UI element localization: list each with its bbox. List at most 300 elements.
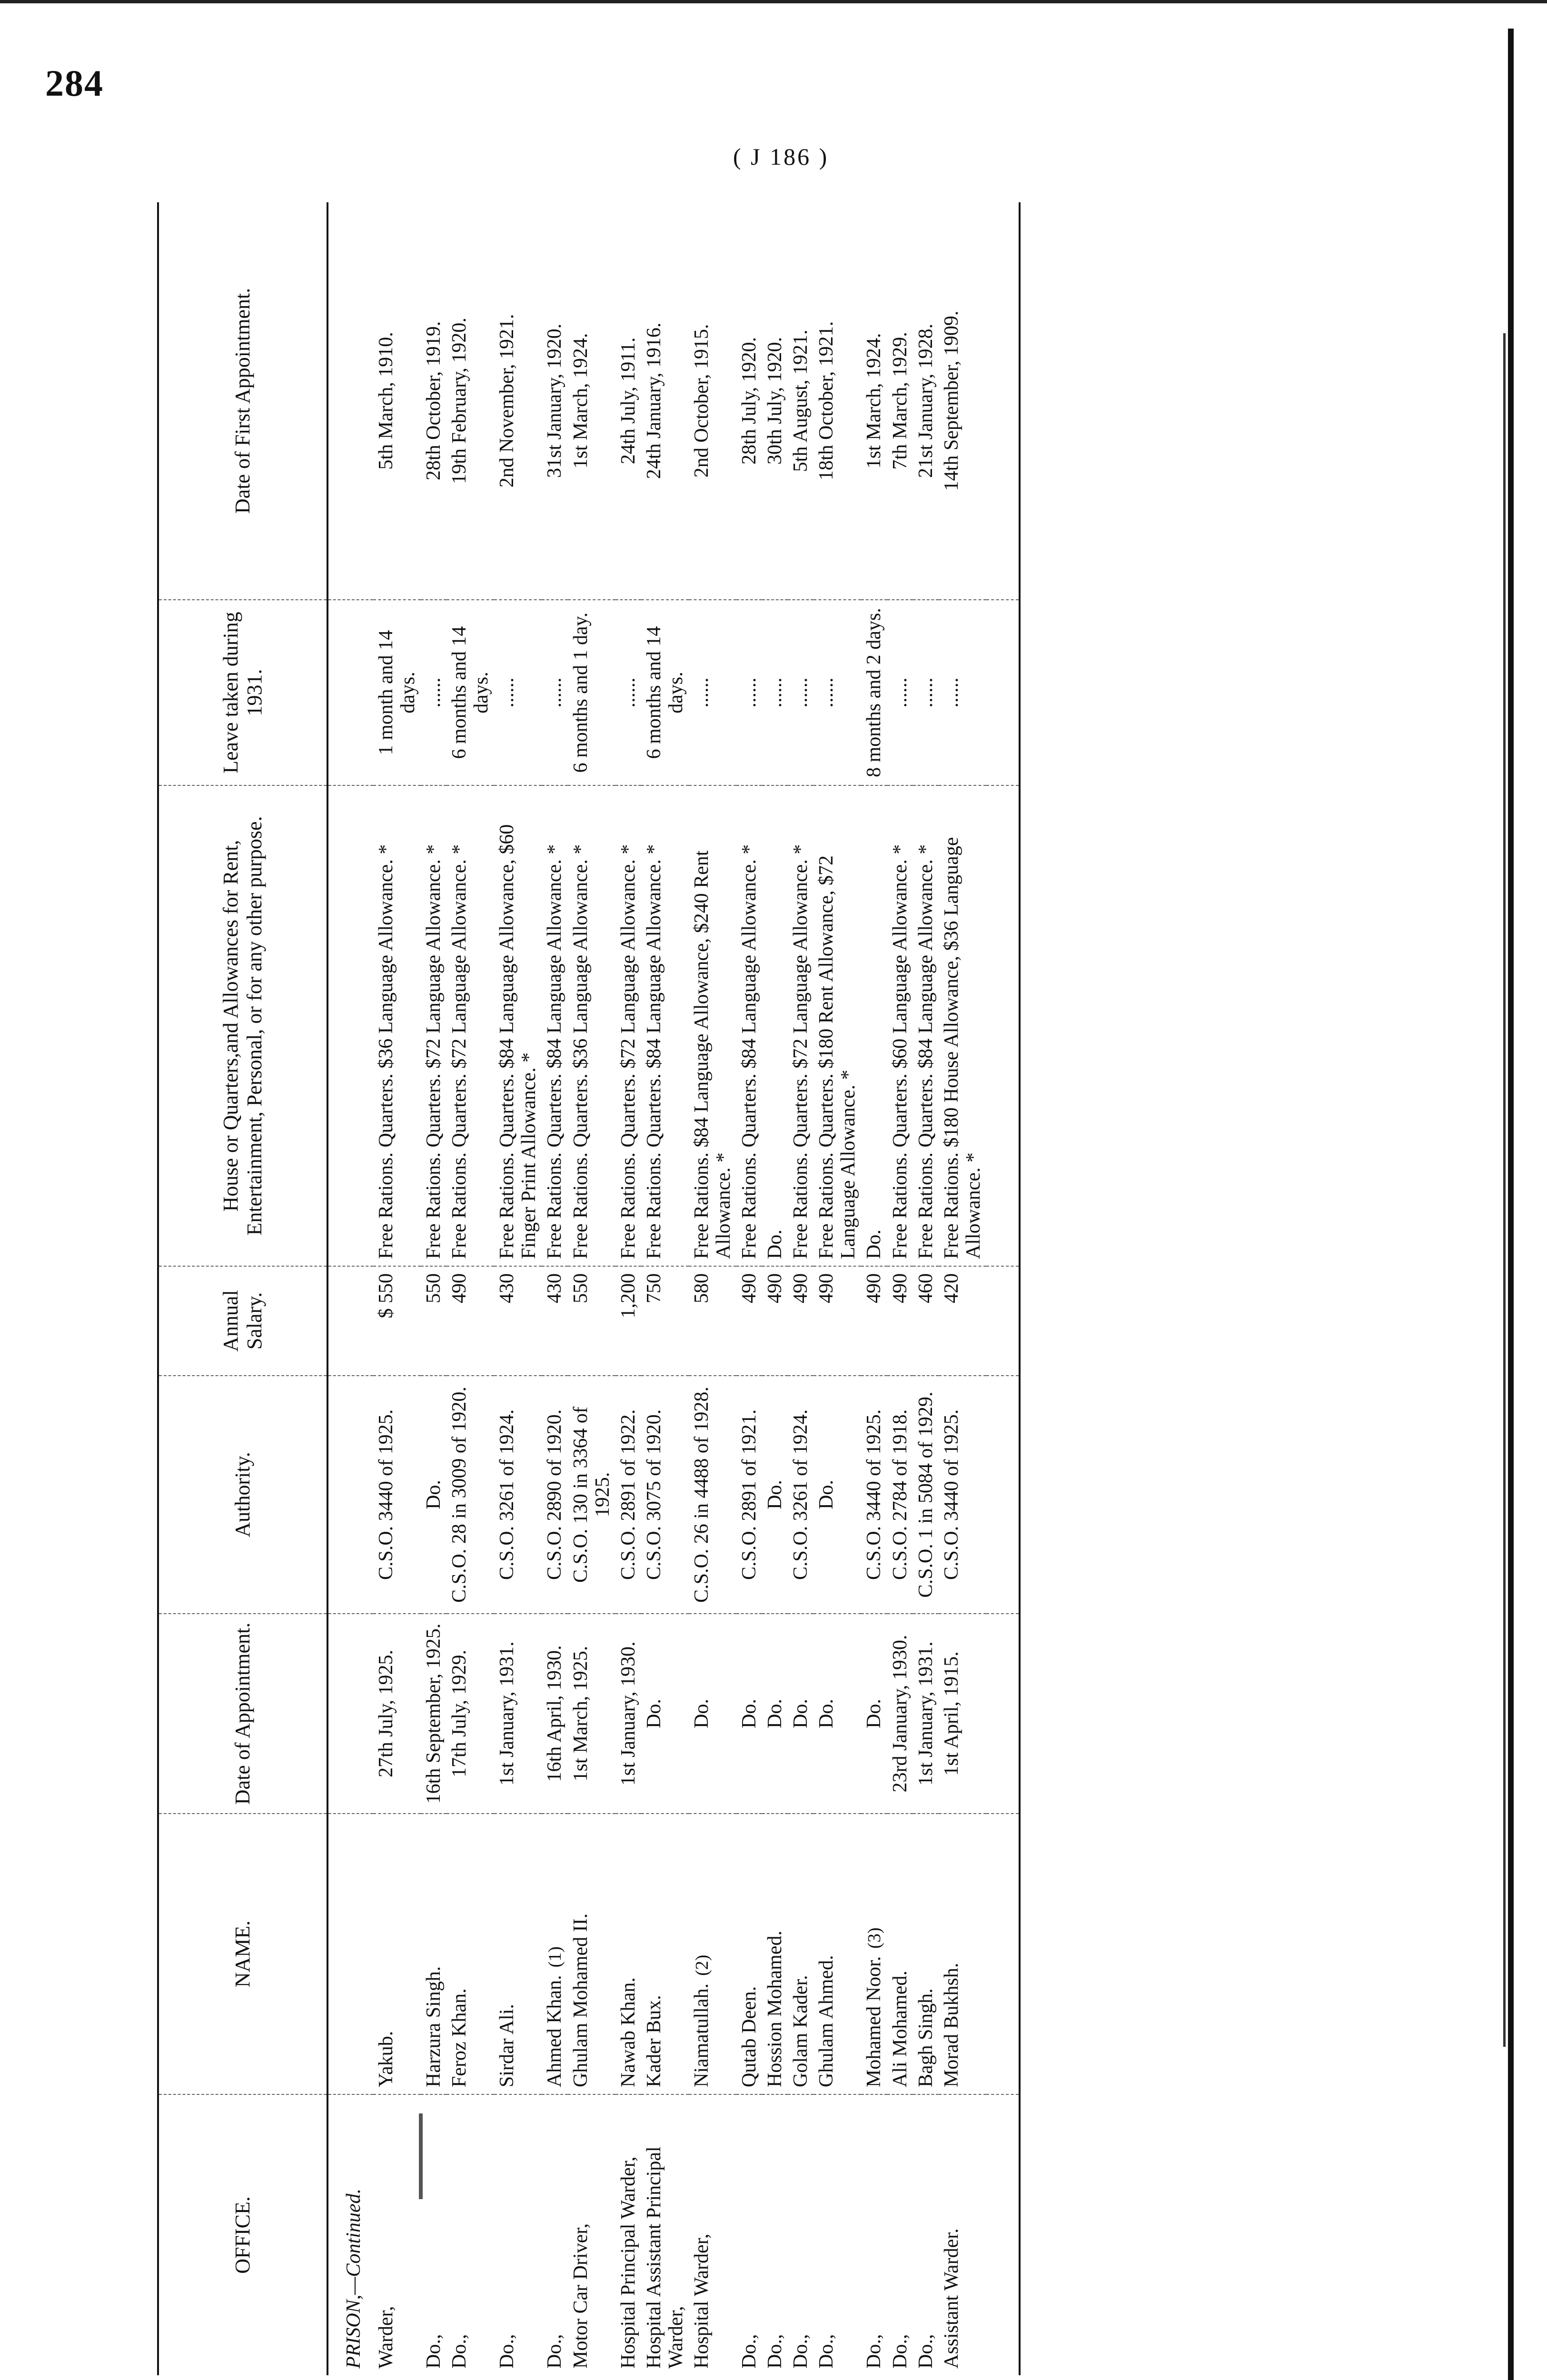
cell-date	[762, 1614, 788, 1814]
cell-office	[494, 2094, 542, 2375]
cell-first-appointment-text: 18th October, 1921.	[815, 321, 837, 481]
cell-allowances-text: Do.	[764, 1230, 786, 1259]
cell-name-text: Hossion Mohamed.	[764, 1931, 786, 2087]
cell-salary-text: 550	[423, 1273, 445, 1303]
cell-authority-text: C.S.O. 2784 of 1918.	[889, 1409, 911, 1580]
table-row	[373, 202, 421, 2375]
cell-leave-text: ......	[764, 677, 786, 708]
cell-date-text: 1st January, 1931.	[496, 1641, 518, 1786]
cell-name	[736, 1814, 762, 2094]
cell-first-appointment	[494, 202, 542, 600]
cell-leave-text: ......	[815, 677, 837, 708]
cell-leave-text: ......	[496, 677, 518, 708]
cell-name-text: Yakub.	[375, 2031, 397, 2087]
cell-leave	[542, 600, 568, 785]
cell-authority	[615, 1376, 641, 1614]
cell-first-appointment	[939, 202, 986, 600]
cell-allowances	[939, 785, 986, 1266]
cell-date	[813, 1614, 861, 1814]
header-authority: Authority.	[158, 1376, 327, 1614]
cell-date	[446, 1614, 494, 1814]
cell-allowances	[762, 785, 788, 1266]
cell-name	[641, 1814, 689, 2094]
cell-authority-text: Do.	[815, 1480, 837, 1509]
cell-first-appointment	[421, 202, 446, 600]
cell-allowances	[494, 785, 542, 1266]
cell-office	[641, 2094, 689, 2375]
cell-salary	[494, 1266, 542, 1376]
cell-name	[813, 1814, 861, 2094]
header-allowances: House or Quarters,and Allowances for Rent, Entertainment, Personal, or for any other purpose.	[158, 785, 327, 1266]
cell-date-text: 16th September, 1925.	[423, 1623, 445, 1804]
table-row	[689, 202, 736, 2375]
cell-office	[373, 2094, 421, 2375]
cell-salary-text: 490	[889, 1273, 911, 1303]
cell-name-text: Ali Mohamed.	[889, 1971, 911, 2087]
cell-first-appointment-text: 31st January, 1920.	[544, 324, 565, 478]
cell-first-appointment	[373, 202, 421, 600]
cell-name	[913, 1814, 939, 2094]
cell-leave	[568, 600, 615, 785]
cell-date-text: 23rd January, 1930.	[889, 1635, 911, 1793]
top-rule	[0, 0, 1547, 3]
cell-authority	[887, 1376, 913, 1614]
cell-salary-text: $ 550	[375, 1273, 397, 1319]
footnote-marker: (1)	[545, 1946, 565, 1968]
cell-first-appointment	[446, 202, 494, 600]
cell-first-appointment	[762, 202, 788, 600]
cell-salary-text: 420	[941, 1273, 962, 1303]
cell-authority-text: C.S.O. 3075 of 1920.	[643, 1409, 665, 1580]
cell-date	[788, 1614, 813, 1814]
cell-leave-text: ......	[617, 677, 639, 708]
cell-authority-text: C.S.O. 2891 of 1921.	[738, 1409, 760, 1580]
cell-allowances	[641, 785, 689, 1266]
cell-leave	[913, 600, 939, 785]
cell-salary-text: 550	[570, 1273, 592, 1303]
cell-office-text: Hospital Principal Warder,	[617, 2156, 639, 2369]
register-table-rotated	[157, 202, 1423, 2375]
cell-authority	[861, 1376, 887, 1614]
cell-authority	[641, 1376, 689, 1614]
cell-date	[913, 1614, 939, 1814]
cell-authority-text: C.S.O. 3440 of 1925.	[941, 1409, 962, 1580]
cell-date-text: Do.	[764, 1699, 786, 1728]
cell-leave	[494, 600, 542, 785]
cell-allowances	[615, 785, 641, 1266]
table-row	[421, 202, 446, 2375]
table-row	[568, 202, 615, 2375]
cell-leave-text: ......	[889, 677, 911, 708]
cell-first-appointment	[641, 202, 689, 600]
cell-name-text: Ahmed Khan.	[544, 1975, 565, 2087]
cell-office-text: Warder,	[375, 2306, 397, 2369]
cell-name	[615, 1814, 641, 2094]
cell-allowances	[568, 785, 615, 1266]
cell-allowances-text: Free Rations. Quarters. $84 Language Allowance. *	[738, 844, 760, 1259]
cell-authority	[762, 1376, 788, 1614]
cell-date-text: 16th April, 1930.	[544, 1645, 565, 1782]
cell-first-appointment-text: 19th February, 1920.	[448, 317, 470, 484]
cell-office	[813, 2094, 861, 2375]
cell-date	[373, 1614, 421, 1814]
cell-date	[736, 1614, 762, 1814]
cell-allowances-text: Free Rations. Quarters. $84 Language Allowance. *	[544, 844, 565, 1259]
cell-leave	[421, 600, 446, 785]
cell-leave	[762, 600, 788, 785]
cell-date-text: Do.	[691, 1699, 713, 1728]
cell-first-appointment-text: 28th October, 1919.	[423, 321, 445, 481]
table-row	[939, 202, 986, 2375]
cell-date	[887, 1614, 913, 1814]
cell-first-appointment-text: 30th July, 1920.	[764, 337, 786, 465]
cell-name-text: Harzura Singh.	[423, 1966, 445, 2087]
cell-authority-text: C.S.O. 3261 of 1924.	[790, 1409, 812, 1580]
cell-first-appointment	[615, 202, 641, 600]
cell-allowances-text: Free Rations. Quarters. $84 Language Allowance. *	[643, 844, 665, 1259]
cell-office-text: Do.,	[448, 2334, 470, 2369]
cell-office	[939, 2094, 986, 2375]
cell-leave-text: ......	[738, 677, 760, 708]
cell-leave-text: ......	[941, 677, 962, 708]
cell-salary-text: 490	[863, 1273, 885, 1303]
cell-date-text: 17th July, 1929.	[448, 1650, 470, 1777]
header-leave: Leave taken during 1931.	[158, 600, 327, 785]
cell-office	[615, 2094, 641, 2375]
cell-date-text: Do.	[790, 1699, 812, 1728]
cell-office	[446, 2094, 494, 2375]
cell-salary	[615, 1266, 641, 1376]
cell-date	[641, 1614, 689, 1814]
cell-authority	[542, 1376, 568, 1614]
cell-name-text: Ghulam Mohamed II.	[570, 1913, 592, 2087]
cell-office	[542, 2094, 568, 2375]
cell-authority	[689, 1376, 736, 1614]
cell-first-appointment	[542, 202, 568, 600]
cell-office-text: Hospital Assistant Principal Warder,	[643, 2146, 687, 2369]
cell-first-appointment-text: 7th March, 1929.	[889, 332, 911, 470]
cell-allowances-text: Free Rations. Quarters. $180 Rent Allowance, $72 Language Allowance. *	[815, 855, 859, 1259]
cell-authority-text: C.S.O. 3440 of 1925.	[863, 1409, 885, 1580]
cell-salary	[887, 1266, 913, 1376]
cell-name-text: Qutab Deen.	[738, 1986, 760, 2087]
table-row	[788, 202, 813, 2375]
cell-authority-text: C.S.O. 130 in 3364 of 1925.	[570, 1407, 614, 1583]
table-row	[887, 202, 913, 2375]
cell-salary	[446, 1266, 494, 1376]
cell-authority	[913, 1376, 939, 1614]
table-row	[494, 202, 542, 2375]
cell-authority	[813, 1376, 861, 1614]
cell-allowances-text: Free Rations. $180 House Allowance, $36 Language Allowance. *	[941, 837, 984, 1259]
cell-leave-text: 6 months and 14 days.	[643, 626, 687, 759]
cell-first-appointment-text: 24th July, 1911.	[617, 337, 639, 465]
cell-office-text: Hospital Warder,	[691, 2233, 713, 2369]
cell-authority-text: Do.	[764, 1480, 786, 1509]
cell-leave	[736, 600, 762, 785]
cell-authority	[494, 1376, 542, 1614]
cell-authority-text: C.S.O. 26 in 4488 of 1928.	[691, 1387, 713, 1603]
cell-name-text: Nawab Khan.	[617, 1977, 639, 2087]
cell-office-text: Motor Car Driver,	[570, 2223, 592, 2369]
cell-office	[861, 2094, 887, 2375]
cell-name-text: Niamatullah.	[691, 1983, 713, 2087]
cell-date-text: 27th July, 1925.	[375, 1650, 397, 1777]
cell-salary	[736, 1266, 762, 1376]
cell-office-text: Do.,	[790, 2334, 812, 2369]
cell-allowances	[813, 785, 861, 1266]
cell-date-text: 1st March, 1925.	[570, 1646, 592, 1782]
cell-allowances	[861, 785, 887, 1266]
cell-authority-text: C.S.O. 3440 of 1925.	[375, 1409, 397, 1580]
cell-leave-text: 6 months and 14 days.	[448, 626, 492, 759]
cell-allowances	[542, 785, 568, 1266]
cell-allowances	[421, 785, 446, 1266]
cell-first-appointment-text: 1st March, 1924.	[863, 333, 885, 469]
cell-salary-text: 460	[915, 1273, 937, 1303]
cell-date	[421, 1614, 446, 1814]
table-row	[615, 202, 641, 2375]
cell-salary	[913, 1266, 939, 1376]
cell-leave-text: ......	[790, 677, 812, 708]
cell-first-appointment-text: 14th September, 1909.	[941, 310, 962, 491]
register-table	[157, 202, 1021, 2375]
header-first-appointment: Date of First Appointment.	[158, 202, 327, 600]
cell-salary	[641, 1266, 689, 1376]
cell-date-text: 1st April, 1915.	[941, 1651, 962, 1776]
cell-office	[762, 2094, 788, 2375]
cell-authority	[373, 1376, 421, 1614]
cell-authority-text: C.S.O. 1 in 5084 of 1929.	[915, 1391, 937, 1598]
cell-date	[542, 1614, 568, 1814]
table-body	[327, 202, 1020, 2375]
cell-office	[736, 2094, 762, 2375]
cell-leave-text: ......	[544, 677, 565, 708]
cell-name	[446, 1814, 494, 2094]
cell-date	[939, 1614, 986, 1814]
cell-salary	[762, 1266, 788, 1376]
cell-name	[494, 1814, 542, 2094]
cell-salary-text: 490	[764, 1273, 786, 1303]
cell-date-text: Do.	[815, 1699, 837, 1728]
cell-date-text: 1st January, 1930.	[617, 1641, 639, 1786]
table-row	[762, 202, 788, 2375]
cell-first-appointment-text: 2nd November, 1921.	[496, 314, 518, 488]
cell-authority	[788, 1376, 813, 1614]
cell-authority	[939, 1376, 986, 1614]
cell-allowances-text: Free Rations. Quarters. $84 Language Allowance, $60 Finger Print Allowance. *	[496, 824, 540, 1259]
cell-allowances-text: Free Rations. Quarters. $84 Language Allowance. *	[915, 844, 937, 1259]
cell-salary-text: 490	[448, 1273, 470, 1303]
cell-salary	[861, 1266, 887, 1376]
cell-leave	[615, 600, 641, 785]
cell-leave-text: ......	[691, 677, 713, 708]
cell-salary-text: 490	[790, 1273, 812, 1303]
cell-leave	[813, 600, 861, 785]
cell-name-text: Morad Bukhsh.	[941, 1963, 962, 2087]
cell-date-text: Do.	[643, 1699, 665, 1728]
cell-first-appointment	[736, 202, 762, 600]
cell-first-appointment	[788, 202, 813, 600]
cell-office-text: Do.,	[915, 2334, 937, 2369]
header-office: OFFICE.	[158, 2094, 327, 2375]
cell-leave-text: 6 months and 1 day.	[570, 612, 592, 773]
cell-name	[762, 1814, 788, 2094]
cell-leave	[373, 600, 421, 785]
cell-allowances-text: Free Rations. Quarters. $72 Language Allowance. *	[423, 844, 445, 1259]
cell-office-text: Do.,	[889, 2334, 911, 2369]
cell-allowances-text: Free Rations. $84 Language Allowance, $240 Rent Allowance. *	[691, 850, 734, 1259]
scan-edge-inner	[1503, 333, 1506, 2047]
cell-authority-text: Do.	[423, 1480, 445, 1509]
cell-authority	[568, 1376, 615, 1614]
cell-salary	[542, 1266, 568, 1376]
cell-first-appointment	[861, 202, 887, 600]
cell-authority-text: C.S.O. 2890 of 1920.	[544, 1409, 565, 1580]
cell-leave	[939, 600, 986, 785]
cell-office-text: Assistant Warder.	[941, 2228, 962, 2369]
cell-authority	[736, 1376, 762, 1614]
cell-name	[788, 1814, 813, 2094]
cell-name-text: Golam Kader.	[790, 1975, 812, 2087]
cell-office	[788, 2094, 813, 2375]
cell-first-appointment-text: 1st March, 1924.	[570, 333, 592, 469]
cell-authority-text: C.S.O. 3261 of 1924.	[496, 1409, 518, 1580]
table-row	[861, 202, 887, 2375]
cell-salary	[421, 1266, 446, 1376]
cell-name-text: Sirdar Ali.	[496, 2004, 518, 2087]
cell-leave-text: ......	[915, 677, 937, 708]
cell-name	[689, 1814, 736, 2094]
cell-name	[421, 1814, 446, 2094]
cell-leave-text: 1 month and 14 days.	[375, 630, 419, 755]
cell-allowances	[446, 785, 494, 1266]
cell-office-text: Do.,	[863, 2334, 885, 2369]
cell-salary	[689, 1266, 736, 1376]
table-row	[913, 202, 939, 2375]
table-row	[542, 202, 568, 2375]
table-row	[446, 202, 494, 2375]
cell-first-appointment-text: 5th March, 1910.	[375, 332, 397, 470]
cell-office-text: Do.,	[738, 2334, 760, 2369]
cell-salary-text: 1,200	[617, 1273, 639, 1319]
cell-name	[939, 1814, 986, 2094]
cell-leave	[887, 600, 913, 785]
cell-allowances-text: Free Rations. Quarters. $60 Language Allowance. *	[889, 844, 911, 1259]
cell-date-text: Do.	[863, 1699, 885, 1728]
section-row	[327, 202, 373, 2375]
cell-salary	[568, 1266, 615, 1376]
cell-authority-text: C.S.O. 2891 of 1922.	[617, 1409, 639, 1580]
cell-name-text: Kader Bux.	[643, 1995, 665, 2087]
cell-allowances	[373, 785, 421, 1266]
cell-first-appointment	[913, 202, 939, 600]
cell-leave	[689, 600, 736, 785]
cell-salary	[813, 1266, 861, 1376]
cell-leave	[641, 600, 689, 785]
cell-first-appointment	[813, 202, 861, 600]
cell-name	[373, 1814, 421, 2094]
footnote-marker: (3)	[864, 1927, 884, 1949]
cell-allowances	[788, 785, 813, 1266]
cell-date	[689, 1614, 736, 1814]
cell-date	[861, 1614, 887, 1814]
cell-name	[568, 1814, 615, 2094]
cell-first-appointment-text: 21st January, 1928.	[915, 324, 937, 478]
footnote-marker: (2)	[692, 1954, 712, 1976]
cell-allowances	[887, 785, 913, 1266]
cell-salary-text: 430	[544, 1273, 565, 1303]
cell-office	[689, 2094, 736, 2375]
header-salary: Annual Salary.	[158, 1266, 327, 1376]
cell-name-text: Bagh Singh.	[915, 1988, 937, 2087]
cell-salary-text: 490	[815, 1273, 837, 1303]
cell-office-text: Do.,	[496, 2334, 518, 2369]
cell-office-text: Do.,	[764, 2334, 786, 2369]
header-name: NAME.	[158, 1814, 327, 2094]
cell-authority-text: C.S.O. 28 in 3009 of 1920.	[448, 1387, 470, 1603]
cell-salary-text: 430	[496, 1273, 518, 1303]
cell-office	[887, 2094, 913, 2375]
cell-leave	[446, 600, 494, 785]
table-row	[813, 202, 861, 2375]
cell-leave	[861, 600, 887, 785]
cell-date	[494, 1614, 542, 1814]
cell-name-text: Feroz Khan.	[448, 1988, 470, 2087]
cell-name-text: Ghulam Ahmed.	[815, 1955, 837, 2087]
cell-allowances-text: Free Rations. Quarters. $72 Language Allowance. *	[448, 844, 470, 1259]
cell-allowances-text: Free Rations. Quarters. $72 Language Allowance. *	[617, 844, 639, 1259]
cell-first-appointment-text: 5th August, 1921.	[790, 329, 812, 472]
cell-date-text: Do.	[738, 1699, 760, 1728]
page-number: 284	[45, 62, 104, 104]
cell-office-text: Do.,	[423, 2334, 445, 2369]
table-bottom-rule	[986, 202, 1020, 2375]
cell-name-text: Mohamed Noor.	[863, 1956, 885, 2087]
cell-allowances-text: Free Rations. Quarters. $72 Language Allowance. *	[790, 844, 812, 1259]
table-row	[736, 202, 762, 2375]
cell-salary	[788, 1266, 813, 1376]
cell-date	[615, 1614, 641, 1814]
header-row	[158, 202, 327, 2375]
cell-allowances-text: Free Rations. Quarters. $36 Language Allowance. *	[375, 844, 397, 1259]
cell-office-text: Do.,	[544, 2334, 565, 2369]
scan-edge	[1508, 29, 1514, 2380]
cell-authority	[421, 1376, 446, 1614]
cell-office	[913, 2094, 939, 2375]
cell-name	[542, 1814, 568, 2094]
header-date-appointment: Date of Appointment.	[158, 1614, 327, 1814]
cell-authority	[446, 1376, 494, 1614]
cell-leave-text: 8 months and 2 days.	[863, 608, 885, 777]
cell-office	[568, 2094, 615, 2375]
cell-allowances	[736, 785, 762, 1266]
section-title: PRISON,—Continued.	[343, 2189, 365, 2369]
cell-date	[568, 1614, 615, 1814]
cell-name	[887, 1814, 913, 2094]
cell-allowances-text: Free Rations. Quarters. $36 Language Allowance. *	[570, 844, 592, 1259]
cell-first-appointment-text: 28th July, 1920.	[738, 337, 760, 465]
cell-first-appointment	[689, 202, 736, 600]
cell-allowances	[913, 785, 939, 1266]
cell-first-appointment	[887, 202, 913, 600]
table-row	[641, 202, 689, 2375]
cell-first-appointment-text: 2nd October, 1915.	[691, 324, 713, 478]
cell-salary	[939, 1266, 986, 1376]
cell-salary-text: 580	[691, 1273, 713, 1303]
cell-allowances-text: Do.	[863, 1230, 885, 1259]
cell-salary-text: 750	[643, 1273, 665, 1303]
